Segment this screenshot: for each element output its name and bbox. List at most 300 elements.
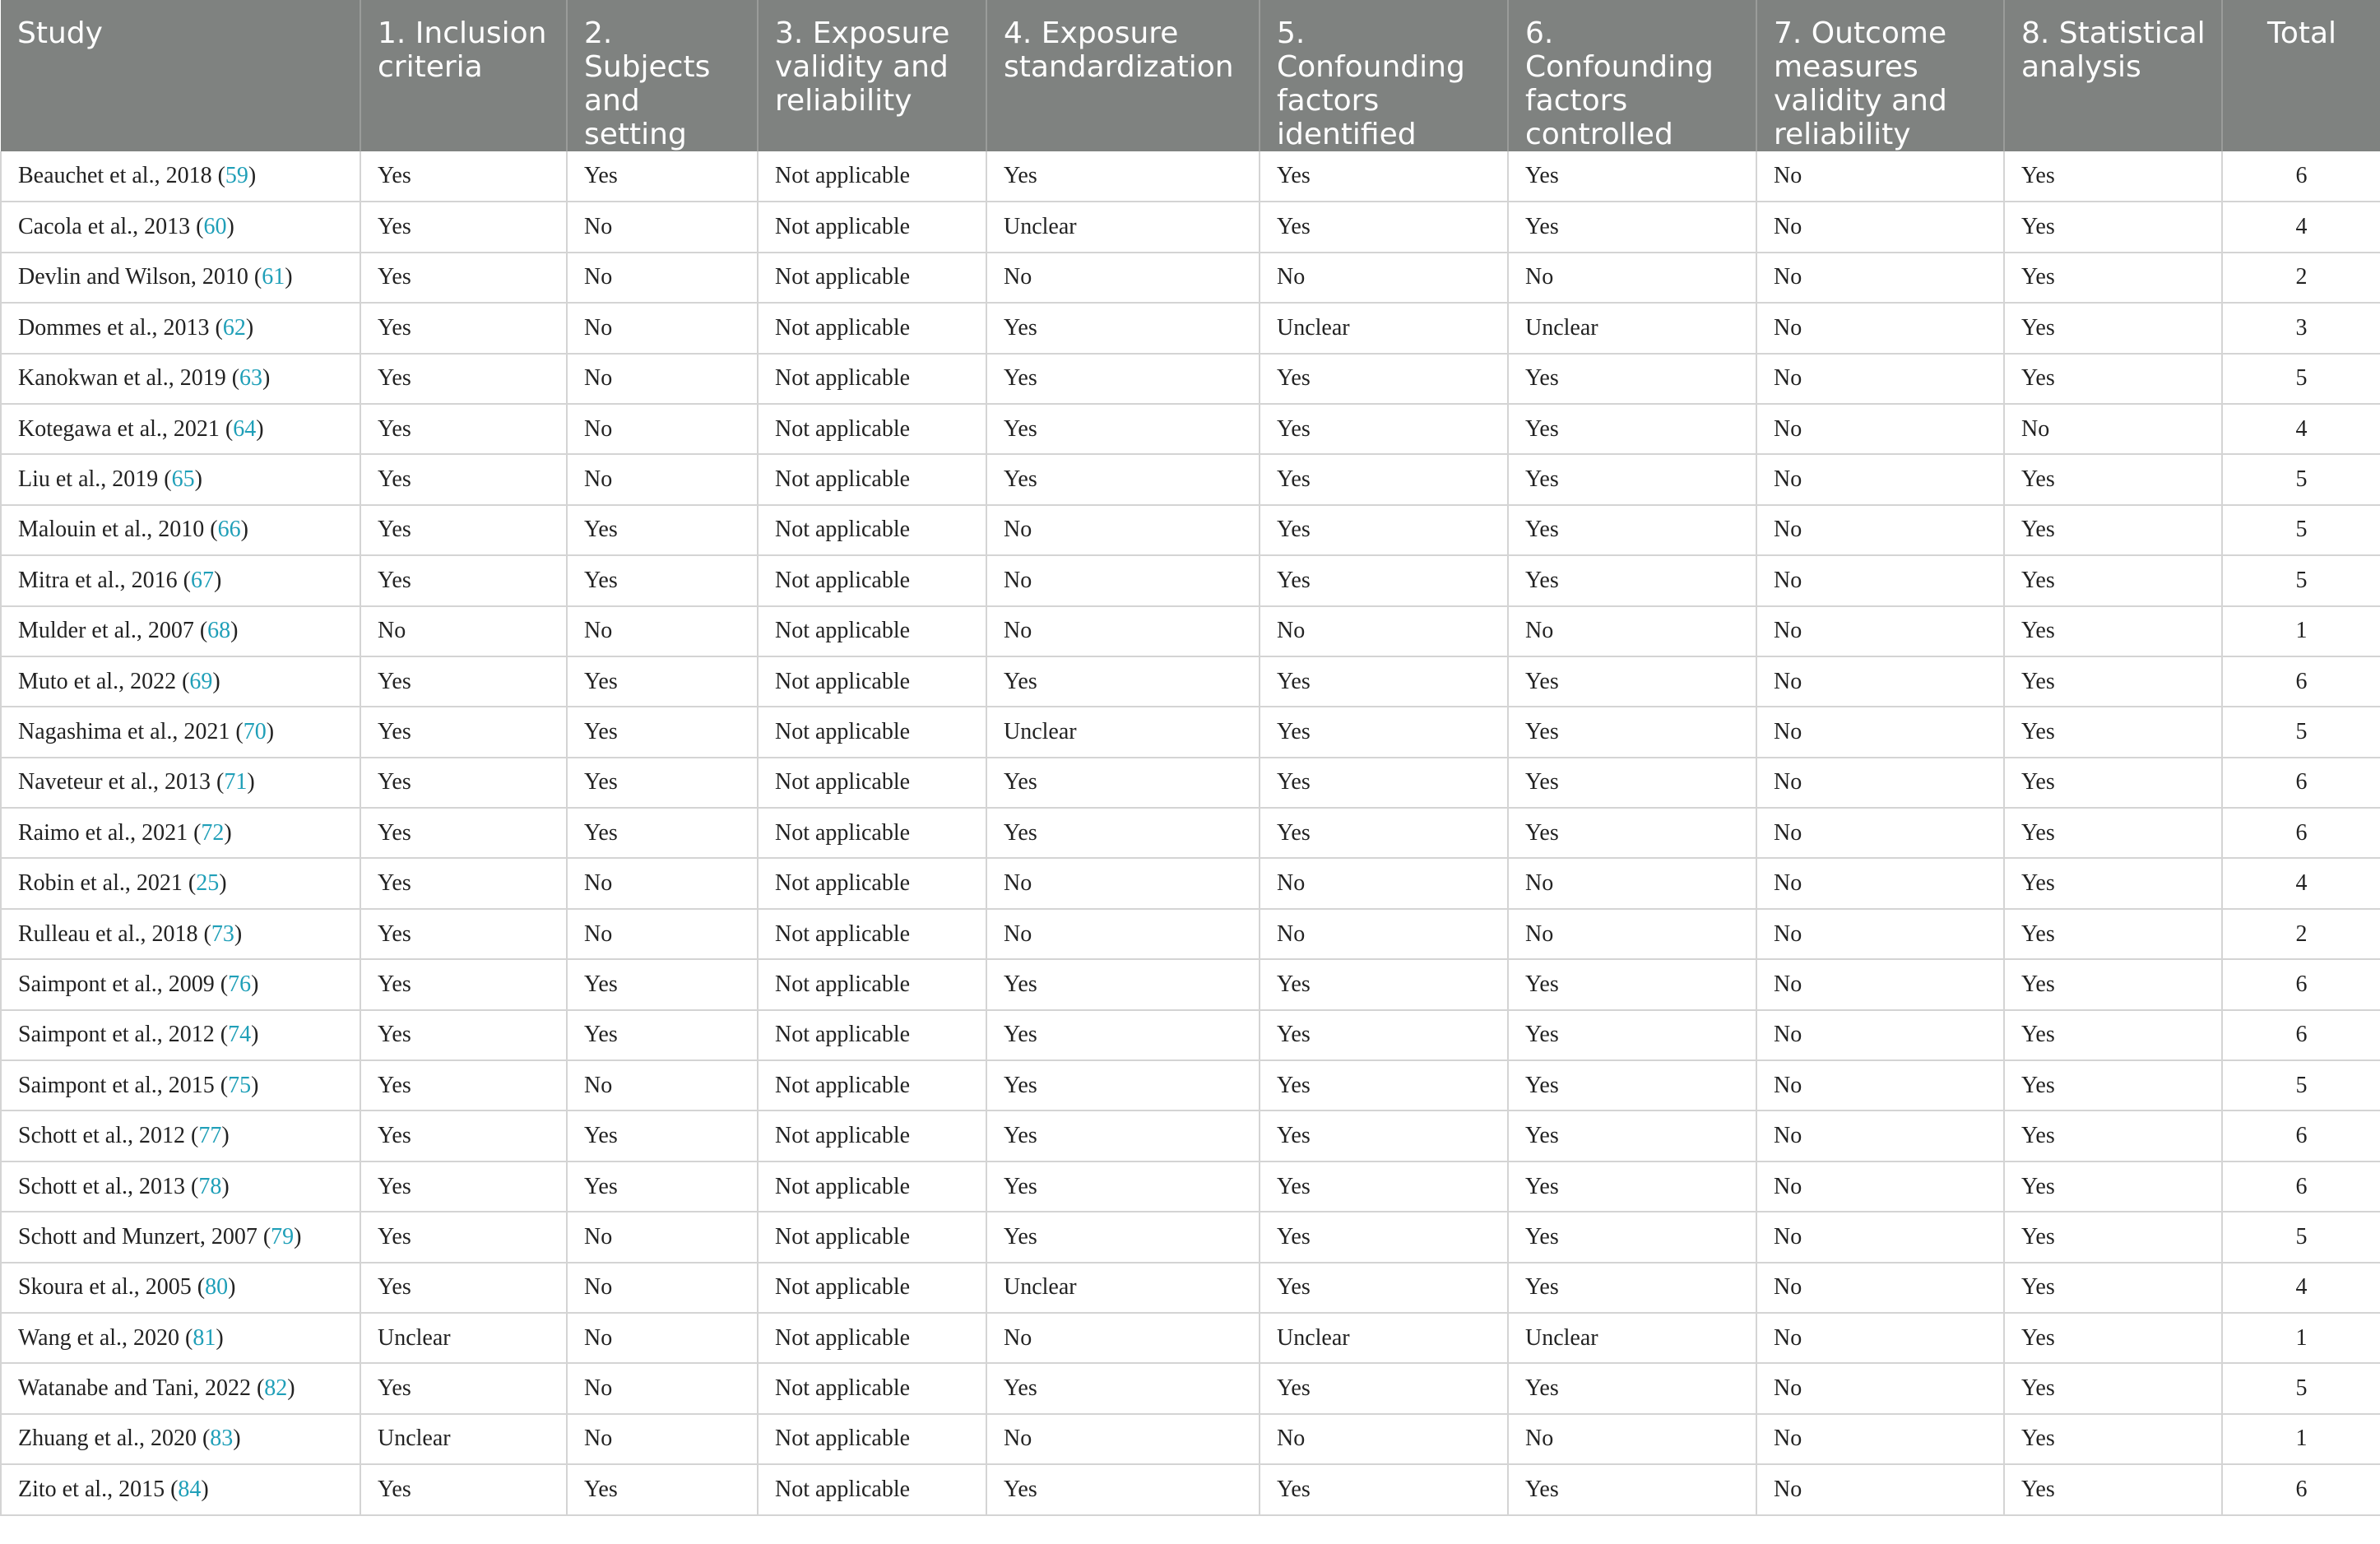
criterion-3-cell: Not applicable	[758, 454, 986, 504]
criterion-4-cell: No	[986, 505, 1260, 555]
criterion-3-cell: Not applicable	[758, 505, 986, 555]
criterion-7-cell: No	[1756, 656, 2004, 707]
criterion-4-cell: Yes	[986, 1161, 1260, 1212]
criterion-6-cell: Yes	[1508, 758, 1756, 808]
criterion-7-cell: No	[1756, 354, 2004, 404]
criterion-6-cell: Yes	[1508, 656, 1756, 707]
total-score-cell: 6	[2222, 1010, 2380, 1060]
total-score-cell: 6	[2222, 1110, 2380, 1161]
criterion-1-cell: No	[360, 606, 567, 656]
criterion-4-cell: No	[986, 253, 1260, 303]
study-name: Kanokwan et al., 2019	[18, 365, 226, 392]
table-body	[1, 151, 2380, 1515]
reference-link[interactable]: 64	[233, 415, 257, 442]
total-score-cell: 5	[2222, 555, 2380, 605]
criterion-7-cell: No	[1756, 1212, 2004, 1262]
criterion-6-cell: Yes	[1508, 1263, 1756, 1313]
total-score-cell: 5	[2222, 454, 2380, 504]
study-cell: Kotegawa et al., 2021 (64)	[1, 404, 360, 454]
criterion-4-cell: Yes	[986, 1110, 1260, 1161]
total-score-cell: 2	[2222, 253, 2380, 303]
table-header-row	[1, 0, 2380, 151]
criterion-4-cell: Unclear	[986, 202, 1260, 252]
study-name: Mulder et al., 2007	[18, 618, 194, 644]
criterion-4-cell: Yes	[986, 959, 1260, 1009]
criterion-2-cell: Yes	[567, 1010, 758, 1060]
criterion-5-cell: Yes	[1260, 1010, 1508, 1060]
study-cell: Cacola et al., 2013 (60)	[1, 202, 360, 252]
criterion-5-cell: Unclear	[1260, 303, 1508, 353]
study-cell: Malouin et al., 2010 (66)	[1, 505, 360, 555]
criterion-2-cell: No	[567, 909, 758, 959]
total-score-cell: 6	[2222, 808, 2380, 858]
total-score-cell: 6	[2222, 758, 2380, 808]
criterion-8-cell: Yes	[2004, 1060, 2222, 1110]
total-score-cell: 5	[2222, 1212, 2380, 1262]
criterion-5-cell: Yes	[1260, 1161, 1508, 1212]
criterion-6-cell: Yes	[1508, 1110, 1756, 1161]
table-row	[1, 555, 2380, 605]
study-cell: Naveteur et al., 2013 (71)	[1, 758, 360, 808]
reference-link[interactable]: 82	[264, 1375, 288, 1402]
study-name: Zhuang et al., 2020	[18, 1426, 197, 1452]
criterion-6-cell: Yes	[1508, 1212, 1756, 1262]
criterion-1-cell: Yes	[360, 959, 567, 1009]
criterion-3-cell: Not applicable	[758, 707, 986, 757]
criterion-3-cell: Not applicable	[758, 656, 986, 707]
criterion-7-cell: No	[1756, 1414, 2004, 1464]
reference-link[interactable]: 84	[178, 1476, 202, 1502]
criterion-7-cell: No	[1756, 1060, 2004, 1110]
table-row	[1, 404, 2380, 454]
criterion-5-cell: Yes	[1260, 1464, 1508, 1514]
criterion-8-cell: Yes	[2004, 555, 2222, 605]
criterion-6-cell: Yes	[1508, 707, 1756, 757]
criterion-3-cell: Not applicable	[758, 808, 986, 858]
criterion-8-cell: Yes	[2004, 909, 2222, 959]
table-row	[1, 151, 2380, 202]
criterion-1-cell: Yes	[360, 1212, 567, 1262]
total-score-cell: 6	[2222, 959, 2380, 1009]
criterion-6-cell: No	[1508, 909, 1756, 959]
column-header-total: Total	[2222, 0, 2380, 151]
criterion-8-cell: Yes	[2004, 253, 2222, 303]
reference-link[interactable]: 67	[190, 567, 214, 593]
study-name: Dommes et al., 2013	[18, 314, 210, 341]
total-score-cell: 6	[2222, 1464, 2380, 1514]
total-score-cell: 1	[2222, 606, 2380, 656]
criterion-7-cell: No	[1756, 909, 2004, 959]
study-cell: Mitra et al., 2016 (67)	[1, 555, 360, 605]
study-name: Schott et al., 2012	[18, 1123, 185, 1149]
criterion-8-cell: Yes	[2004, 858, 2222, 908]
study-name: Saimpont et al., 2009	[18, 971, 215, 997]
criterion-1-cell: Yes	[360, 1110, 567, 1161]
reference-link[interactable]: 77	[198, 1123, 222, 1149]
criterion-6-cell: Yes	[1508, 505, 1756, 555]
study-name: Liu et al., 2019	[18, 466, 159, 493]
criterion-5-cell: No	[1260, 1414, 1508, 1464]
criterion-4-cell: Unclear	[986, 1263, 1260, 1313]
criterion-3-cell: Not applicable	[758, 1010, 986, 1060]
reference-link[interactable]: 69	[189, 668, 213, 694]
table-row	[1, 202, 2380, 252]
reference-link[interactable]: 25	[196, 870, 220, 897]
criterion-4-cell: No	[986, 555, 1260, 605]
criterion-7-cell: No	[1756, 1363, 2004, 1413]
reference-link[interactable]: 83	[210, 1426, 234, 1452]
study-name: Muto et al., 2022	[18, 668, 177, 694]
criterion-1-cell: Yes	[360, 1161, 567, 1212]
study-name: Cacola et al., 2013	[18, 214, 191, 240]
criterion-2-cell: Yes	[567, 505, 758, 555]
criterion-7-cell: No	[1756, 959, 2004, 1009]
criterion-5-cell: Yes	[1260, 707, 1508, 757]
table-row	[1, 1161, 2380, 1212]
study-name: Naveteur et al., 2013	[18, 769, 211, 795]
criterion-8-cell: Yes	[2004, 758, 2222, 808]
study-name: Rulleau et al., 2018	[18, 920, 198, 947]
criterion-5-cell: Yes	[1260, 1110, 1508, 1161]
criterion-8-cell: Yes	[2004, 1464, 2222, 1514]
criterion-6-cell: No	[1508, 606, 1756, 656]
criterion-1-cell: Yes	[360, 1060, 567, 1110]
criterion-7-cell: No	[1756, 758, 2004, 808]
study-cell: Schott et al., 2013 (78)	[1, 1161, 360, 1212]
reference-link[interactable]: 74	[228, 1022, 252, 1048]
criterion-5-cell: Yes	[1260, 808, 1508, 858]
table-row	[1, 606, 2380, 656]
study-cell: Saimpont et al., 2009 (76)	[1, 959, 360, 1009]
reference-link[interactable]: 75	[228, 1072, 252, 1098]
criterion-3-cell: Not applicable	[758, 1110, 986, 1161]
criterion-7-cell: No	[1756, 1263, 2004, 1313]
study-name: Malouin et al., 2010	[18, 517, 205, 543]
criterion-8-cell: Yes	[2004, 1161, 2222, 1212]
study-cell: Raimo et al., 2021 (72)	[1, 808, 360, 858]
criterion-2-cell: No	[567, 1060, 758, 1110]
criterion-2-cell: No	[567, 1263, 758, 1313]
study-name: Schott et al., 2013	[18, 1173, 185, 1199]
table-row	[1, 505, 2380, 555]
criterion-8-cell: Yes	[2004, 303, 2222, 353]
criterion-2-cell: No	[567, 858, 758, 908]
criterion-4-cell: Yes	[986, 1363, 1260, 1413]
criterion-7-cell: No	[1756, 555, 2004, 605]
reference-link[interactable]: 80	[205, 1274, 229, 1301]
total-score-cell: 1	[2222, 1414, 2380, 1464]
column-header-outcome-measures: 7. Outcome measures validity and reliability	[1756, 0, 2004, 151]
criterion-1-cell: Yes	[360, 151, 567, 202]
criterion-8-cell: Yes	[2004, 707, 2222, 757]
criterion-6-cell: Yes	[1508, 959, 1756, 1009]
study-cell: Saimpont et al., 2015 (75)	[1, 1060, 360, 1110]
reference-link[interactable]: 66	[217, 517, 241, 543]
total-score-cell: 5	[2222, 1060, 2380, 1110]
table-row	[1, 1212, 2380, 1262]
study-name: Schott and Munzert, 2007	[18, 1223, 257, 1250]
criterion-4-cell: Yes	[986, 1212, 1260, 1262]
total-score-cell: 4	[2222, 202, 2380, 252]
criterion-2-cell: Yes	[567, 555, 758, 605]
criterion-4-cell: Yes	[986, 808, 1260, 858]
criterion-4-cell: No	[986, 606, 1260, 656]
criterion-5-cell: Yes	[1260, 151, 1508, 202]
criterion-3-cell: Not applicable	[758, 354, 986, 404]
total-score-cell: 4	[2222, 404, 2380, 454]
criterion-7-cell: No	[1756, 303, 2004, 353]
table-row	[1, 858, 2380, 908]
criterion-5-cell: Yes	[1260, 555, 1508, 605]
table-row	[1, 253, 2380, 303]
reference-link[interactable]: 73	[211, 920, 234, 947]
criterion-1-cell: Yes	[360, 354, 567, 404]
reference-link[interactable]: 59	[225, 163, 248, 189]
criterion-8-cell: Yes	[2004, 354, 2222, 404]
study-cell: Nagashima et al., 2021 (70)	[1, 707, 360, 757]
criterion-3-cell: Not applicable	[758, 959, 986, 1009]
criterion-5-cell: Yes	[1260, 959, 1508, 1009]
total-score-cell: 6	[2222, 151, 2380, 202]
study-name: Skoura et al., 2005	[18, 1274, 192, 1301]
criterion-8-cell: Yes	[2004, 454, 2222, 504]
column-header-confounding-controlled: 6. Confounding factors controlled	[1508, 0, 1756, 151]
reference-link[interactable]: 81	[193, 1324, 216, 1351]
criterion-7-cell: No	[1756, 151, 2004, 202]
criterion-2-cell: No	[567, 454, 758, 504]
criterion-7-cell: No	[1756, 707, 2004, 757]
reference-link[interactable]: 68	[207, 618, 231, 644]
criterion-6-cell: Yes	[1508, 454, 1756, 504]
criterion-3-cell: Not applicable	[758, 858, 986, 908]
criterion-3-cell: Not applicable	[758, 1060, 986, 1110]
study-cell: Wang et al., 2020 (81)	[1, 1313, 360, 1363]
criterion-1-cell: Unclear	[360, 1313, 567, 1363]
criterion-1-cell: Yes	[360, 1363, 567, 1413]
study-name: Saimpont et al., 2012	[18, 1022, 215, 1048]
study-name: Beauchet et al., 2018	[18, 163, 212, 189]
criterion-4-cell: Yes	[986, 1060, 1260, 1110]
study-cell: Muto et al., 2022 (69)	[1, 656, 360, 707]
criterion-6-cell: Yes	[1508, 1464, 1756, 1514]
reference-link[interactable]: 61	[262, 264, 285, 290]
table-row	[1, 656, 2380, 707]
criterion-8-cell: No	[2004, 404, 2222, 454]
criterion-4-cell: Yes	[986, 1010, 1260, 1060]
criterion-5-cell: Yes	[1260, 656, 1508, 707]
criterion-8-cell: Yes	[2004, 808, 2222, 858]
criterion-1-cell: Yes	[360, 1263, 567, 1313]
criterion-2-cell: No	[567, 202, 758, 252]
total-score-cell: 2	[2222, 909, 2380, 959]
criterion-4-cell: Yes	[986, 151, 1260, 202]
criterion-6-cell: No	[1508, 253, 1756, 303]
study-cell: Zito et al., 2015 (84)	[1, 1464, 360, 1514]
criterion-5-cell: No	[1260, 253, 1508, 303]
table-row	[1, 303, 2380, 353]
criterion-1-cell: Yes	[360, 404, 567, 454]
reference-link[interactable]: 70	[243, 718, 267, 744]
table-row	[1, 1313, 2380, 1363]
criterion-5-cell: Yes	[1260, 1060, 1508, 1110]
reference-link[interactable]: 78	[198, 1173, 222, 1199]
criterion-8-cell: Yes	[2004, 1010, 2222, 1060]
criterion-3-cell: Not applicable	[758, 1212, 986, 1262]
reference-link[interactable]: 76	[228, 971, 252, 997]
study-cell: Rulleau et al., 2018 (73)	[1, 909, 360, 959]
study-cell: Zhuang et al., 2020 (83)	[1, 1414, 360, 1464]
criterion-6-cell: Unclear	[1508, 1313, 1756, 1363]
criterion-1-cell: Yes	[360, 808, 567, 858]
criterion-7-cell: No	[1756, 202, 2004, 252]
criterion-1-cell: Yes	[360, 454, 567, 504]
criterion-2-cell: Yes	[567, 151, 758, 202]
criterion-2-cell: Yes	[567, 1161, 758, 1212]
column-header-inclusion-criteria: 1. Inclusion criteria	[360, 0, 567, 151]
criterion-8-cell: Yes	[2004, 505, 2222, 555]
criterion-6-cell: Yes	[1508, 151, 1756, 202]
criterion-3-cell: Not applicable	[758, 606, 986, 656]
criterion-4-cell: No	[986, 858, 1260, 908]
criterion-6-cell: No	[1508, 858, 1756, 908]
criterion-5-cell: No	[1260, 909, 1508, 959]
table-row	[1, 1414, 2380, 1464]
reference-link[interactable]: 72	[201, 819, 225, 846]
column-header-subjects-and-setting: 2. Subjects and setting	[567, 0, 758, 151]
criterion-8-cell: Yes	[2004, 1212, 2222, 1262]
criterion-7-cell: No	[1756, 1010, 2004, 1060]
criterion-3-cell: Not applicable	[758, 1414, 986, 1464]
study-cell: Schott and Munzert, 2007 (79)	[1, 1212, 360, 1262]
criterion-6-cell: Yes	[1508, 808, 1756, 858]
criterion-8-cell: Yes	[2004, 656, 2222, 707]
criterion-3-cell: Not applicable	[758, 758, 986, 808]
criterion-1-cell: Yes	[360, 909, 567, 959]
table-row	[1, 758, 2380, 808]
criterion-4-cell: Yes	[986, 1464, 1260, 1514]
criterion-7-cell: No	[1756, 808, 2004, 858]
criterion-1-cell: Yes	[360, 858, 567, 908]
total-score-cell: 1	[2222, 1313, 2380, 1363]
criterion-4-cell: Yes	[986, 404, 1260, 454]
criterion-3-cell: Not applicable	[758, 1363, 986, 1413]
criterion-5-cell: Unclear	[1260, 1313, 1508, 1363]
criterion-3-cell: Not applicable	[758, 404, 986, 454]
table-row	[1, 1464, 2380, 1514]
criterion-1-cell: Yes	[360, 303, 567, 353]
study-cell: Saimpont et al., 2012 (74)	[1, 1010, 360, 1060]
criterion-4-cell: Yes	[986, 656, 1260, 707]
criterion-5-cell: Yes	[1260, 454, 1508, 504]
criterion-6-cell: Yes	[1508, 202, 1756, 252]
criterion-7-cell: No	[1756, 1313, 2004, 1363]
criterion-2-cell: No	[567, 404, 758, 454]
criterion-4-cell: No	[986, 909, 1260, 959]
criterion-2-cell: No	[567, 1212, 758, 1262]
criterion-7-cell: No	[1756, 454, 2004, 504]
criterion-2-cell: Yes	[567, 707, 758, 757]
table-row	[1, 354, 2380, 404]
criterion-1-cell: Yes	[360, 202, 567, 252]
column-header-exposure-validity: 3. Exposure validity and reliability	[758, 0, 986, 151]
total-score-cell: 5	[2222, 505, 2380, 555]
criterion-5-cell: Yes	[1260, 202, 1508, 252]
criterion-3-cell: Not applicable	[758, 1313, 986, 1363]
reference-link[interactable]: 71	[224, 769, 248, 795]
criterion-8-cell: Yes	[2004, 1363, 2222, 1413]
criterion-2-cell: Yes	[567, 758, 758, 808]
total-score-cell: 6	[2222, 1161, 2380, 1212]
criterion-2-cell: Yes	[567, 656, 758, 707]
criterion-7-cell: No	[1756, 505, 2004, 555]
column-header-study: Study	[1, 0, 360, 151]
table-row	[1, 1060, 2380, 1110]
reference-link[interactable]: 79	[271, 1223, 295, 1250]
criterion-5-cell: Yes	[1260, 1212, 1508, 1262]
criterion-1-cell: Yes	[360, 1010, 567, 1060]
study-name: Saimpont et al., 2015	[18, 1072, 215, 1098]
study-name: Zito et al., 2015	[18, 1476, 165, 1502]
criterion-8-cell: Yes	[2004, 1263, 2222, 1313]
study-name: Raimo et al., 2021	[18, 819, 188, 846]
total-score-cell: 4	[2222, 858, 2380, 908]
criterion-1-cell: Yes	[360, 758, 567, 808]
criterion-7-cell: No	[1756, 606, 2004, 656]
criterion-6-cell: Yes	[1508, 404, 1756, 454]
criterion-4-cell: No	[986, 1414, 1260, 1464]
table-row	[1, 1263, 2380, 1313]
criterion-5-cell: Yes	[1260, 354, 1508, 404]
study-cell: Mulder et al., 2007 (68)	[1, 606, 360, 656]
reference-link[interactable]: 63	[239, 365, 263, 392]
criterion-6-cell: Yes	[1508, 1363, 1756, 1413]
criterion-4-cell: Yes	[986, 354, 1260, 404]
criterion-6-cell: Yes	[1508, 555, 1756, 605]
reference-link[interactable]: 65	[171, 466, 195, 493]
criterion-7-cell: No	[1756, 404, 2004, 454]
criterion-1-cell: Yes	[360, 555, 567, 605]
table-row	[1, 1110, 2380, 1161]
criterion-7-cell: No	[1756, 1110, 2004, 1161]
table-row	[1, 454, 2380, 504]
criterion-7-cell: No	[1756, 1464, 2004, 1514]
criterion-4-cell: Yes	[986, 758, 1260, 808]
table-row	[1, 808, 2380, 858]
criterion-2-cell: Yes	[567, 1110, 758, 1161]
criterion-2-cell: Yes	[567, 959, 758, 1009]
criterion-4-cell: No	[986, 1313, 1260, 1363]
criterion-7-cell: No	[1756, 1161, 2004, 1212]
reference-link[interactable]: 60	[203, 214, 227, 240]
study-name: Devlin and Wilson, 2010	[18, 264, 248, 290]
study-name: Watanabe and Tani, 2022	[18, 1375, 251, 1402]
criterion-2-cell: Yes	[567, 1464, 758, 1514]
criterion-8-cell: Yes	[2004, 1110, 2222, 1161]
criterion-7-cell: No	[1756, 858, 2004, 908]
criterion-3-cell: Not applicable	[758, 202, 986, 252]
criterion-5-cell: Yes	[1260, 1263, 1508, 1313]
study-cell: Schott et al., 2012 (77)	[1, 1110, 360, 1161]
criterion-4-cell: Yes	[986, 454, 1260, 504]
column-header-confounding-identified: 5. Confounding factors identified	[1260, 0, 1508, 151]
reference-link[interactable]: 62	[222, 314, 246, 341]
total-score-cell: 6	[2222, 656, 2380, 707]
study-name: Kotegawa et al., 2021	[18, 415, 220, 442]
criterion-6-cell: Yes	[1508, 354, 1756, 404]
study-name: Nagashima et al., 2021	[18, 718, 230, 744]
criterion-3-cell: Not applicable	[758, 555, 986, 605]
study-cell: Kanokwan et al., 2019 (63)	[1, 354, 360, 404]
